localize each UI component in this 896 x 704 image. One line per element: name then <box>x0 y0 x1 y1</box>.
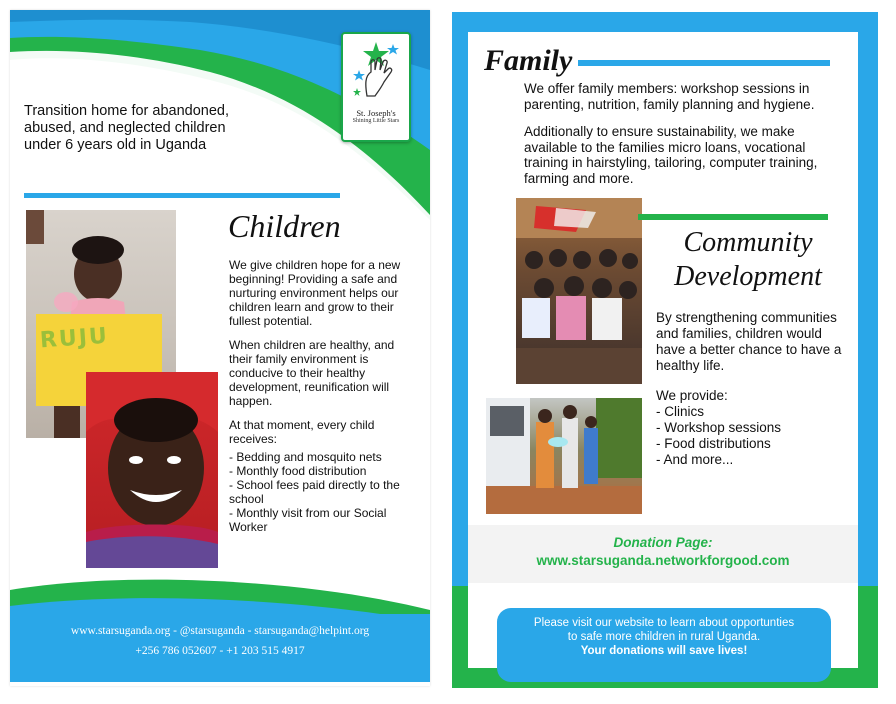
list-item: - Monthly visit from our Social Worker <box>229 506 387 534</box>
footer-phones: +256 786 052607 - +1 203 515 4917 <box>135 645 305 657</box>
photo-children-classroom <box>516 198 642 384</box>
contact-footer <box>10 614 430 682</box>
community-divider <box>638 214 828 220</box>
smiling-child-image <box>86 372 218 568</box>
family-paragraph-2: Additionally to ensure sustainability, we make available to the families micro loans, vocational training in hairstyling, tailoring, computer training, farming and more. <box>524 124 818 186</box>
visit-website-box <box>497 608 831 682</box>
list-item: - And more... <box>656 452 734 467</box>
list-item: - Food distributions <box>656 436 771 451</box>
st-josephs-logo <box>341 32 411 142</box>
children-paragraph-2: When children are healthy, and their family environment is conducive to their healthy development, reunification will happen. <box>229 338 395 408</box>
family-heading: Family <box>484 44 573 77</box>
right-content-card <box>468 32 858 668</box>
visit-line-3: Your donations will save lives! <box>580 645 748 657</box>
we-provide-label: We provide: <box>656 388 728 403</box>
children-heading: Children <box>228 208 341 244</box>
intro-divider <box>24 193 340 198</box>
community-body <box>656 310 846 468</box>
donation-link[interactable]: www.starsuganda.networkforgood.com <box>536 553 790 568</box>
children-paragraph-3: At that moment, every child receives: <box>229 418 375 446</box>
list-item: - School fees paid directly to the school <box>229 478 400 506</box>
donation-label: Donation Page: <box>613 535 713 550</box>
logo-name: St. Joseph's <box>356 108 396 118</box>
family-body <box>524 81 850 198</box>
logo-tagline: Shining Little Stars <box>352 118 400 124</box>
visit-line-1: Please visit our website to learn about opportunties <box>533 617 795 629</box>
provide-list <box>656 404 846 468</box>
community-paragraph: By strengthening communities and families, children would have a better chance to have a healthy life. <box>656 310 842 373</box>
children-paragraph-1: We give children hope for a new beginning! Providing a safe and nurturing environment helps our children learn and grow to their fullest potential. <box>229 258 401 328</box>
list-item: - Clinics <box>656 404 705 419</box>
photo-food-distribution <box>486 398 642 514</box>
list-item: - Monthly food distribution <box>229 464 367 478</box>
community-development-heading: Community Development <box>674 227 822 292</box>
footer-web-email: www.starsuganda.org - @starsuganda - starsuganda@helpint.org <box>70 625 370 637</box>
list-item: - Workshop sessions <box>656 420 782 435</box>
star-hand-logo-icon <box>349 38 403 102</box>
receives-list <box>229 450 419 534</box>
sign-lettering: RUJU <box>39 323 110 354</box>
intro-text: Transition home for abandoned, abused, and neglected children under 6 years old in Uganda <box>24 103 230 153</box>
classroom-image <box>516 198 642 384</box>
distribution-image <box>486 398 642 514</box>
donation-box <box>468 525 858 583</box>
photo-smiling-child <box>86 372 218 568</box>
visit-line-2: to safe more children in rural Uganda. <box>567 631 761 643</box>
right-brochure-page <box>452 12 878 688</box>
family-paragraph-1: We offer family members: workshop sessions in parenting, nutrition, family planning and hygiene. <box>524 81 815 112</box>
family-divider <box>578 60 830 66</box>
list-item: - Bedding and mosquito nets <box>229 450 382 464</box>
children-body <box>229 258 419 534</box>
